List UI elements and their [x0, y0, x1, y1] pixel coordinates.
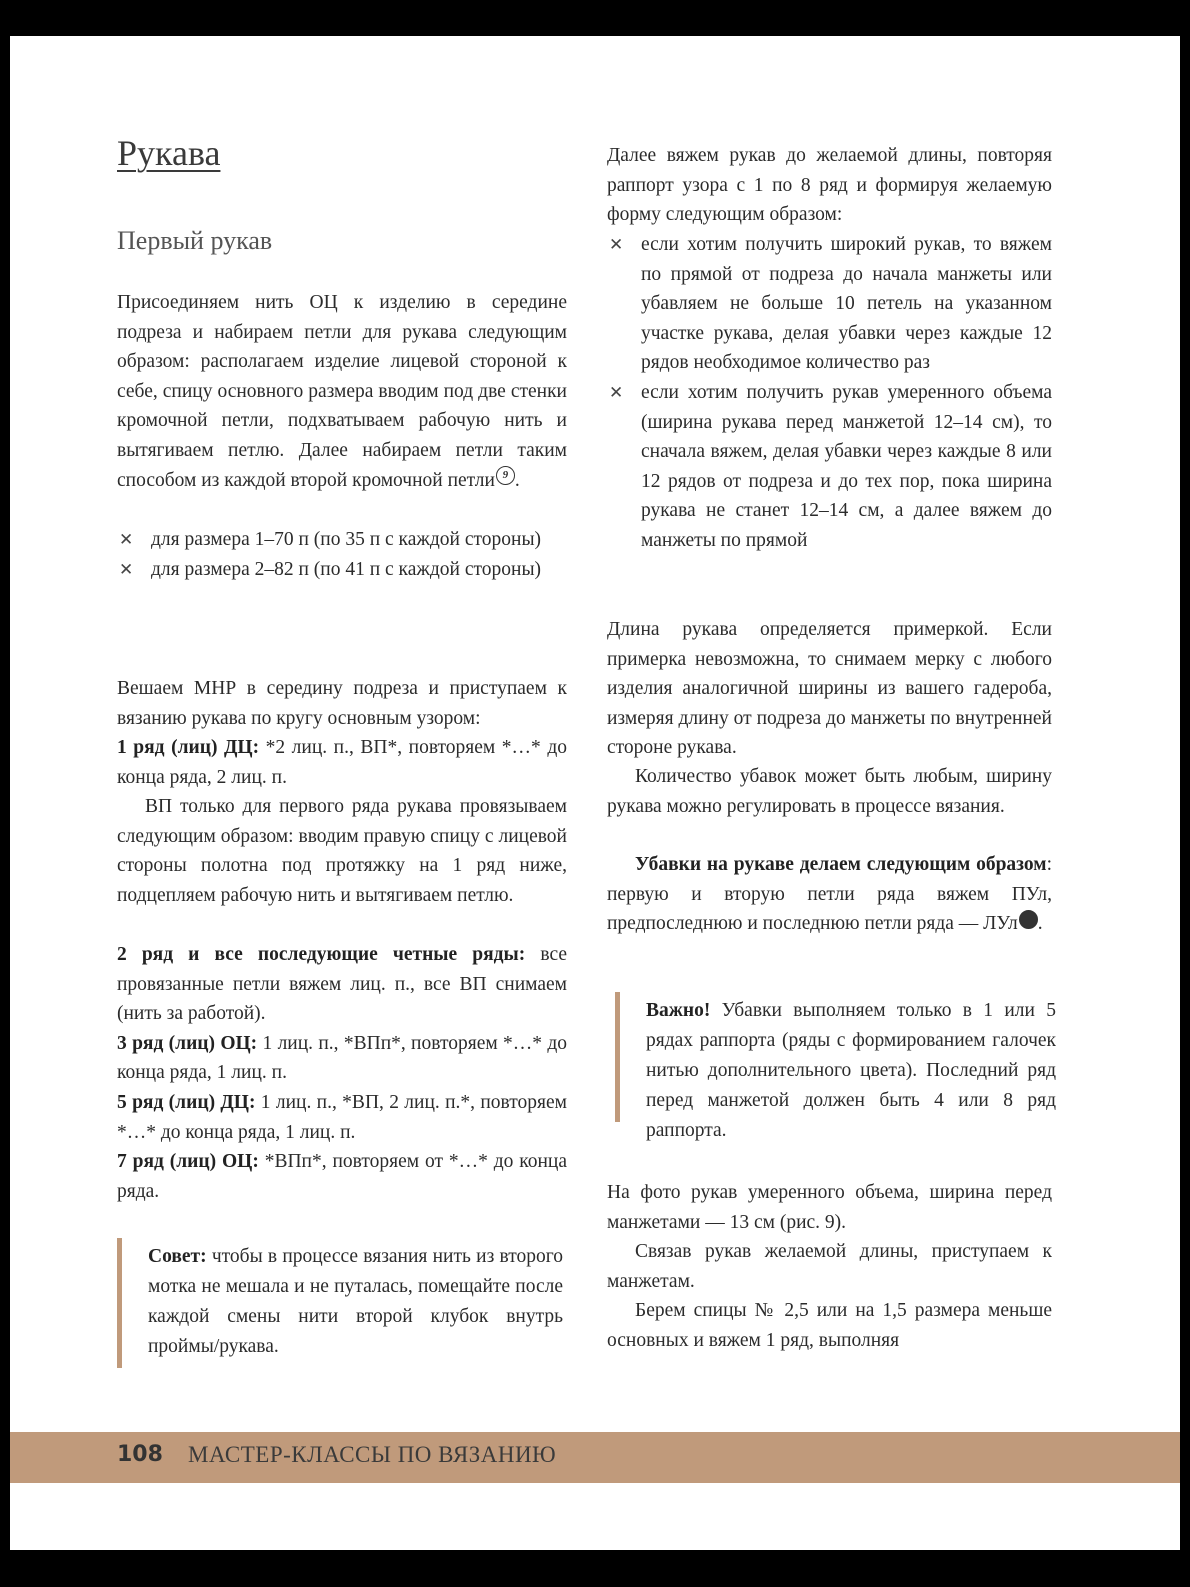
list-item: ✕ для размера 1–70 п (по 35 п с каждой стороны)	[117, 525, 567, 555]
cross-bullet-icon: ✕	[609, 235, 624, 254]
needles-paragraph: Берем спицы № 2,5 или на 1,5 размера меньше основных и вяжем 1 ряд, выполняя	[607, 1300, 1052, 1351]
cross-bullet-icon: ✕	[119, 530, 134, 549]
row-3-label: 3 ряд (лиц) ОЦ:	[117, 1032, 258, 1054]
tip-callout: Совет: чтобы в процессе вязания нить из второго мотка не мешала и не путалась, помещайте после каждой смены нити второй клубок внутрь проймы/рукава.	[117, 1238, 563, 1368]
intro-paragraph: Присоединяем нить ОЦ к изделию в середине подреза и набираем петли для рукава следующим образом: располагаем изделие лицевой стороной к себе, спицу основного размера вводим под две стенки кромочной петли, подхватываем рабочую нить и вытягиваем петлю. Далее набираем петли таким способом из каждой второй кромочной петли 9 .	[117, 292, 567, 491]
decrease-paragraph: Убавки на рукаве делаем следующим образом: первую и вторую петли ряда вяжем ПУл, предпоследнюю и последнюю петли ряда — ЛУл D.	[607, 854, 1056, 935]
page-footer	[10, 1432, 1180, 1483]
decrease-label: Убавки на рукаве делаем следующим образом	[635, 854, 1047, 875]
size-list	[117, 525, 567, 584]
list-item: ✕ для размера 2–82 п (по 41 п с каждой стороны)	[117, 555, 567, 585]
page-number: 108	[117, 1442, 163, 1467]
important-callout: Важно! Убавки выполняем только в 1 или 5 рядах раппорта (ряды с формированием галочек нитью дополнительного цвета). Последний ряд перед манжетой должен быть 4 или 8 ряд раппорта.	[615, 992, 1056, 1122]
cross-bullet-icon: ✕	[119, 559, 134, 579]
figure-ref-icon: 9	[496, 466, 515, 485]
section-subheading: Первый рукав	[117, 226, 273, 255]
cuff-paragraph: Связав рукав желаемой длины, приступаем к манжетам.	[607, 1241, 1052, 1292]
page	[10, 36, 1180, 1550]
row-1-label: 1 ряд (лиц) ДЦ:	[117, 737, 260, 759]
list-item: ✕ если хотим получить широкий рукав, то вяжем по прямой от подреза до начала манжеты или убавляем не больше 10 петель на указанном участке рукава, делая убавки через каждые 12 рядов необходимое количество раз	[607, 230, 1052, 378]
vp-paragraph: ВП только для первого ряда рукава провязываем следующим образом: вводим правую спицу с лицевой стороны полотна под протяжку на 1 ряд ниже, подцепляем рабочую нить и вытягиваем петлю.	[117, 796, 567, 906]
row-2-label: 2 ряд и все последующие четные ряды:	[117, 944, 526, 965]
section-heading: Рукава	[117, 133, 221, 173]
shape-list	[607, 230, 1052, 556]
rows-paragraph: 2 ряд и все последующие четные ряды: все провязанные петли вяжем лиц. п., все ВП снимаем (нить за работой). 3 ряд (лиц) ОЦ: 1 лиц. п., *ВПп*, повторяем *…* до конца ряда, 1 лиц. п. 5 ряд (лиц) ДЦ: 1 лиц. п., *ВП, 2 лиц. п.*, повторяем *…* до конца ряда, 1 лиц. п. 7 ряд (лиц) ОЦ: *ВПп*, повторяем от *…* до конца ряда.	[117, 944, 567, 1202]
count-paragraph: Количество убавок может быть любым, ширину рукава можно регулировать в процессе вязания.	[607, 766, 1052, 817]
photo-paragraph: На фото рукав умеренного объема, ширина перед манжетами — 13 см (рис. 9).	[607, 1182, 1052, 1233]
cross-bullet-icon: ✕	[609, 382, 624, 402]
row-7-label: 7 ряд (лиц) ОЦ:	[117, 1151, 259, 1173]
continue-paragraph: Далее вяжем рукав до желаемой длины, повторяя раппорт узора с 1 по 8 ряд и формируя желаемую форму следующим образом:	[607, 145, 1052, 226]
important-label: Важно!	[646, 1000, 711, 1021]
book-title: МАСТЕР-КЛАССЫ ПО ВЯЗАНИЮ	[188, 1442, 557, 1467]
length-paragraph: Длина рукава определяется примеркой. Если примерка невозможна, то снимаем мерку с любого изделия аналогичной ширины из вашего гадероба, измеряя длину от подреза до манжеты по внутренней стороне рукава.	[607, 619, 1052, 759]
row-5-label: 5 ряд (лиц) ДЦ:	[117, 1091, 256, 1113]
figure-ref-icon: D	[1019, 910, 1038, 929]
tip-label: Совет:	[148, 1246, 207, 1267]
list-item: ✕ если хотим получить рукав умеренного объема (ширина рукава перед манжетой 12–14 см), то сначала вяжем, делая убавки через каждые 8 или 12 рядов от подреза и до тех пор, пока ширина рукава не станет 12–14 см, а далее вяжем до манжеты по прямой	[607, 378, 1052, 556]
mnr-paragraph: Вешаем МНР в середину подреза и приступаем к вязанию рукава по кругу основным узором: 1 ряд (лиц) ДЦ: *2 лиц. п., ВП*, повторяем *…* до конца ряда, 2 лиц. п.	[117, 678, 568, 788]
